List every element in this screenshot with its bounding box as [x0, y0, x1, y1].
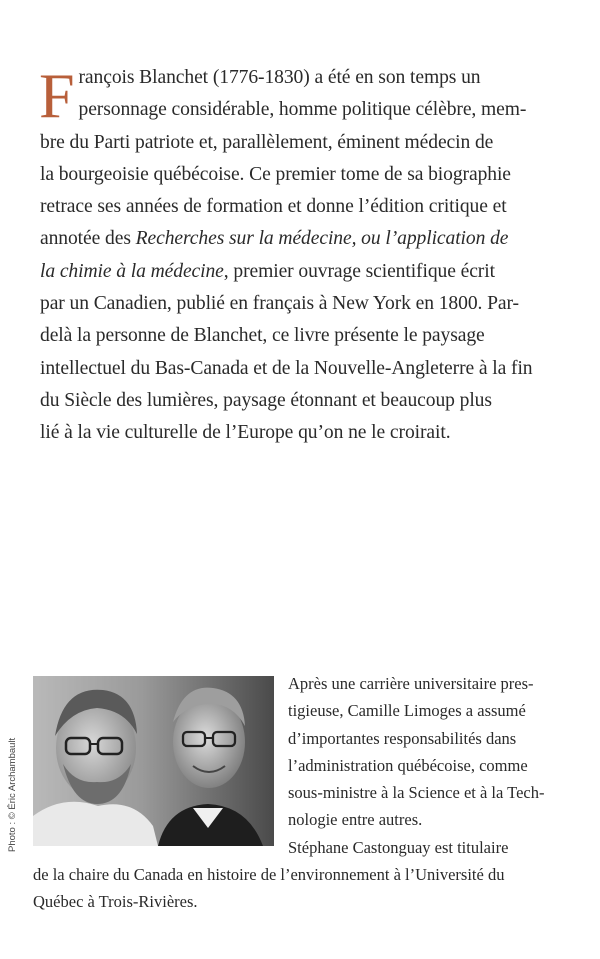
- book-title-part-2: la chimie à la médecine: [40, 260, 224, 282]
- bio-line: tigieuse, Camille Limoges a assumé: [288, 701, 526, 721]
- authors-bio: [288, 670, 550, 834]
- summary-line: la bourgeoisie québécoise. Ce premier tome de sa biographie: [40, 163, 511, 185]
- summary-line: rançois Blanchet (1776-1830) a été en son temps un: [78, 67, 481, 88]
- summary-line: retrace ses années de formation et donne l’édition critique et: [40, 196, 507, 218]
- bio-line: Québec à Trois-Rivières.: [33, 892, 198, 912]
- bio-line: d’importantes responsabilités dans: [288, 728, 517, 748]
- summary-line: personnage considérable, homme politique célèbre, mem-: [78, 99, 527, 121]
- bio-line: nologie entre autres.: [288, 810, 423, 830]
- summary-line: bre du Parti patriote et, parallèlement, éminent médecin de: [40, 131, 494, 153]
- summary-line: lié à la vie culturelle de l’Europe qu’on ne le croirait.: [40, 422, 451, 444]
- photo-credit: Photo : © Éric Archambault: [7, 737, 18, 852]
- dropcap-letter: F: [39, 60, 75, 131]
- second-author-bio-rest: [33, 861, 551, 916]
- authors-photo: [33, 676, 274, 846]
- authors-photo-illustration: [33, 676, 274, 846]
- bio-line: Stéphane Castonguay est titulaire: [288, 838, 509, 857]
- summary-text: annotée des: [40, 228, 131, 250]
- second-author-bio-start: [288, 834, 550, 861]
- summary-text: , premier ouvrage scientifique écrit: [223, 260, 495, 282]
- summary-line-mixed: [40, 256, 562, 288]
- bio-line: l’administration québécoise, comme: [288, 755, 528, 775]
- bio-line: sous-ministre à la Science et à la Tech-: [288, 783, 545, 803]
- photo-credit-container: [4, 682, 22, 852]
- bio-line: de la chaire du Canada en histoire de l’environnement à l’Université du: [33, 865, 505, 884]
- summary-line: par un Canadien, publié en français à New York en 1800. Par-: [40, 293, 519, 315]
- summary-line: delà la personne de Blanchet, ce livre présente le paysage: [40, 325, 485, 347]
- summary-line: du Siècle des lumières, paysage étonnant et beaucoup plus: [40, 389, 492, 411]
- book-summary: [40, 62, 562, 450]
- book-title-part-1: Recherches sur la médecine, ou l’application de: [135, 228, 509, 250]
- summary-line-mixed: [40, 223, 562, 255]
- bio-line: Après une carrière universitaire pres-: [288, 674, 534, 693]
- summary-line: intellectuel du Bas-Canada et de la Nouvelle-Angleterre à la fin: [40, 357, 533, 379]
